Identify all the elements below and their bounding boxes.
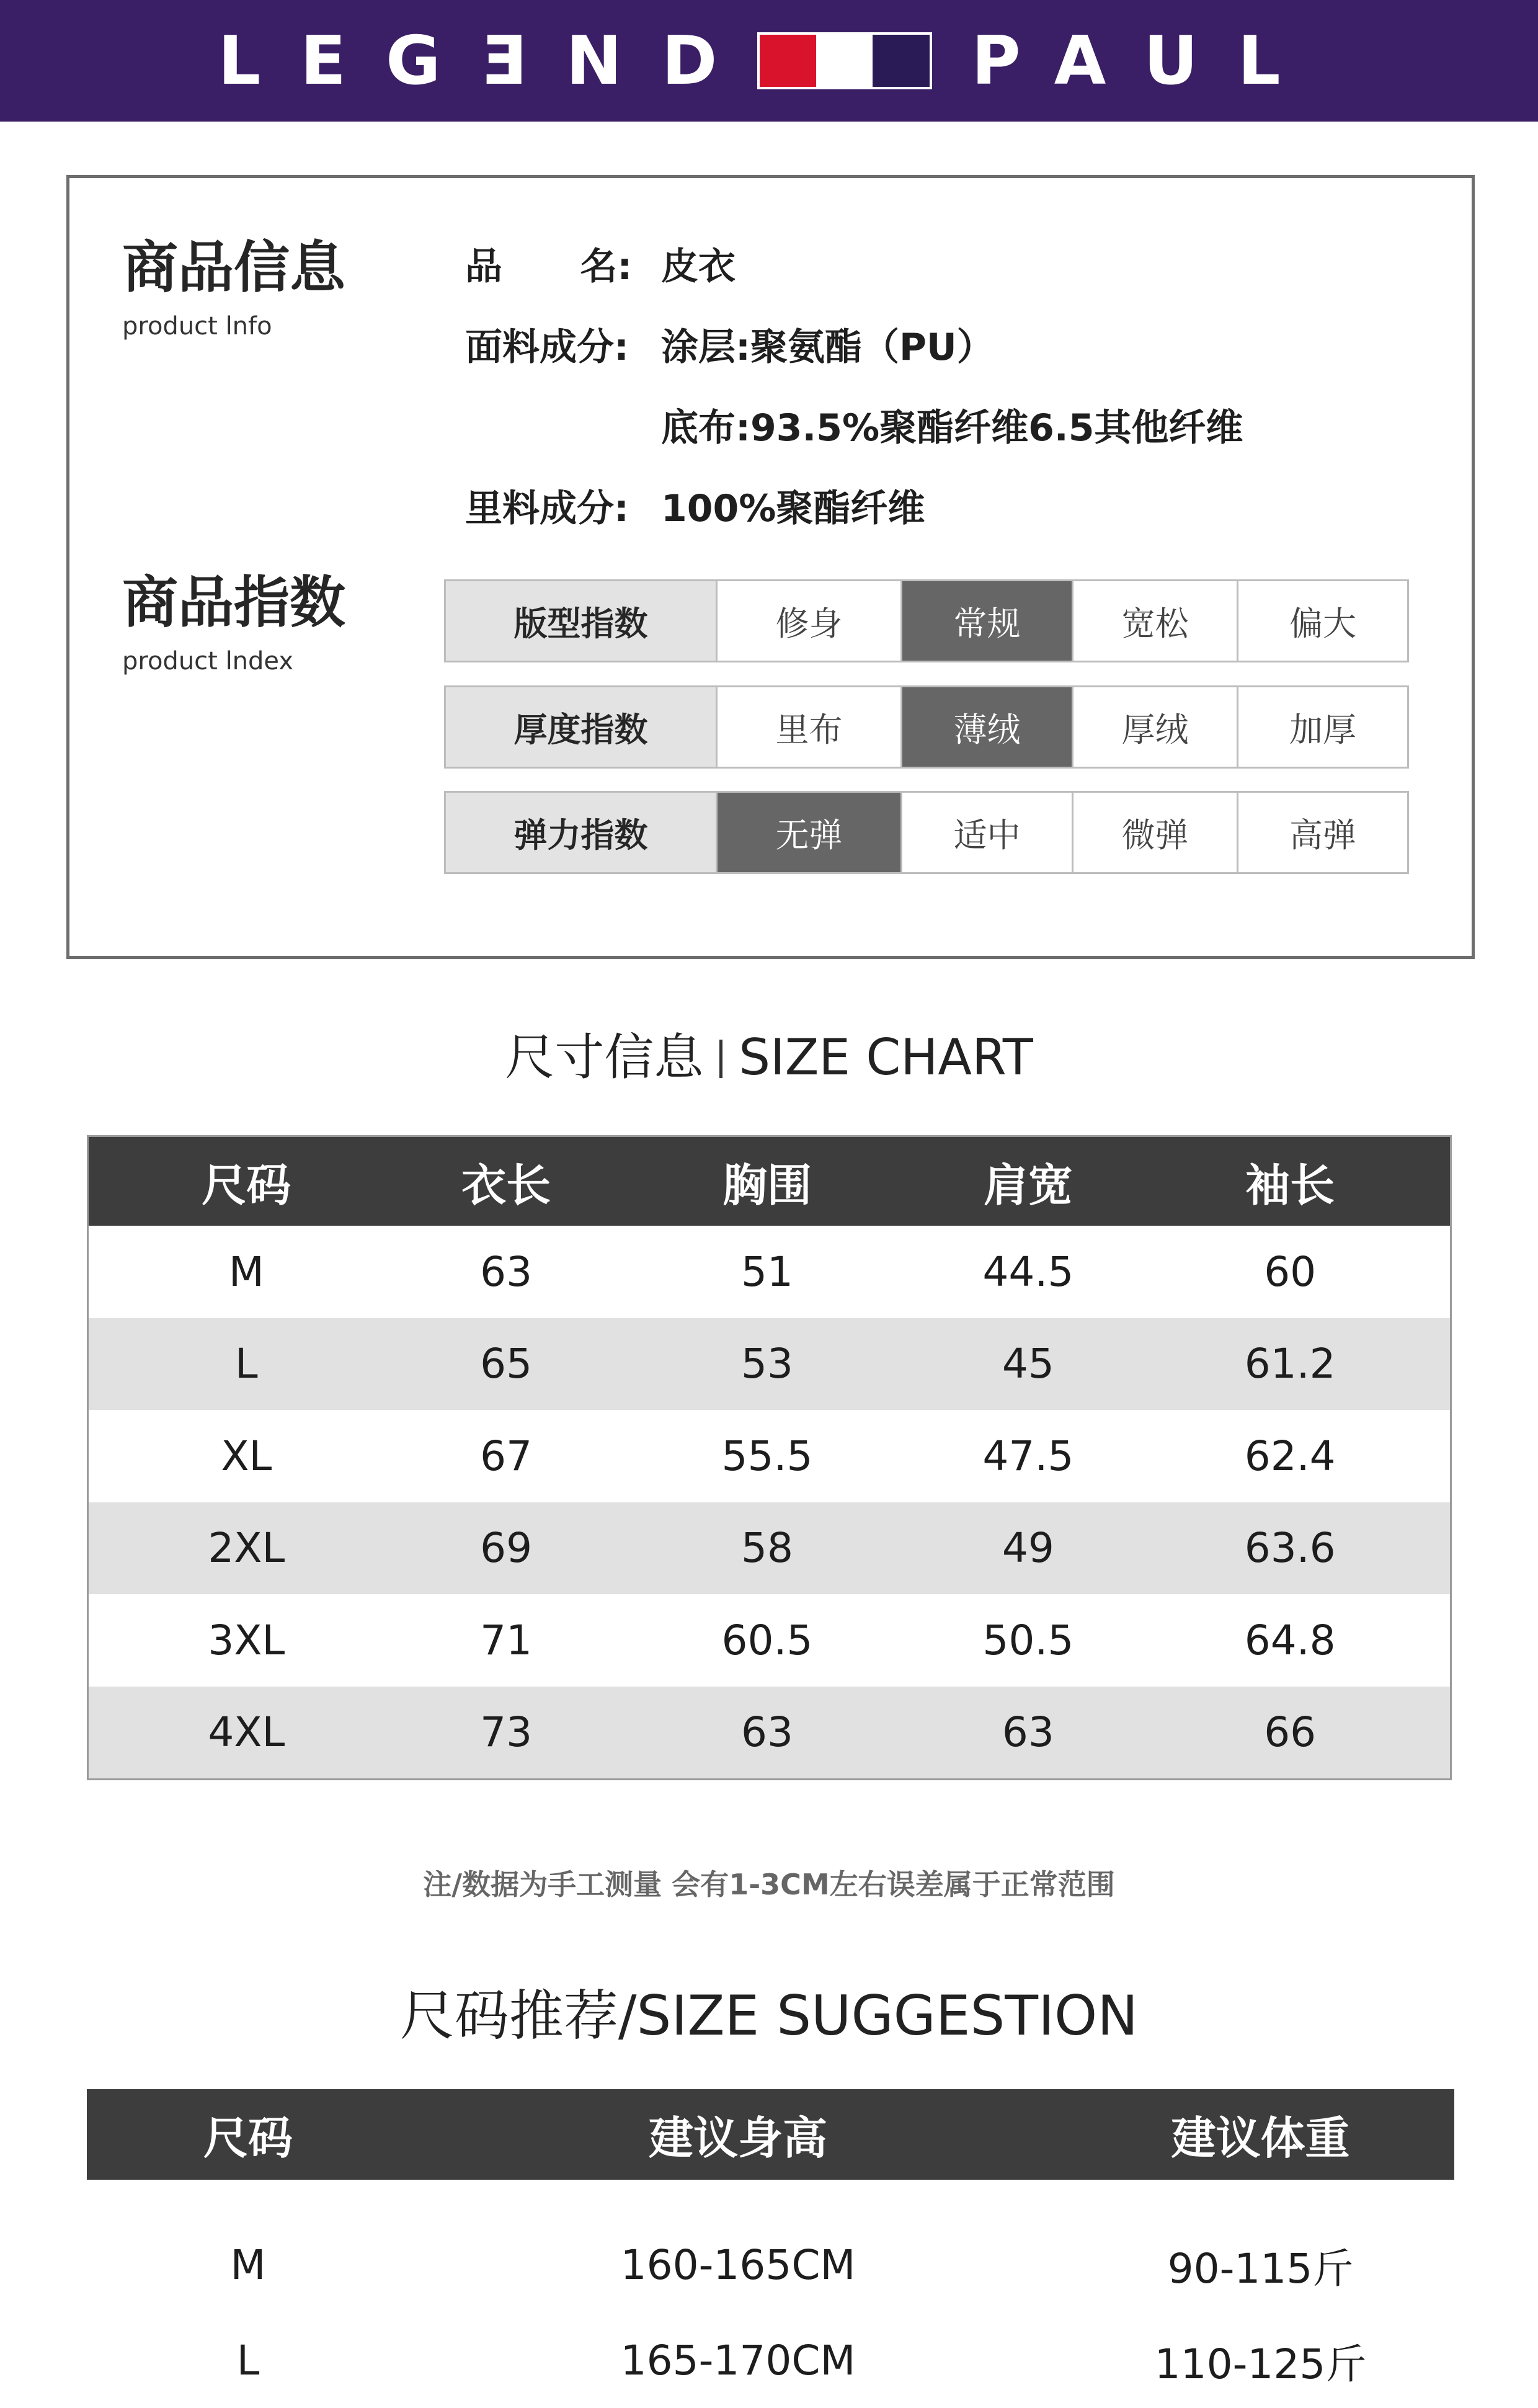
size-chart-table	[87, 1135, 1452, 1780]
info-value: 底布:93.5%聚酯纤维6.5其他纤维	[661, 406, 1243, 450]
product-info-box	[66, 175, 1475, 959]
title-divider	[719, 1040, 722, 1078]
size-suggestion-header-row	[87, 2089, 1454, 2180]
table-row	[89, 1502, 1450, 1595]
table-cell: 47.5	[982, 1432, 1074, 1480]
info-value: 100%聚酯纤维	[661, 487, 925, 530]
flag-navy-stripe	[873, 35, 929, 87]
table-cell: 64.8	[1244, 1616, 1336, 1664]
header-cell: 建议身高	[648, 2112, 827, 2164]
table-cell: M	[230, 2241, 266, 2289]
table-cell: 4XL	[208, 1708, 285, 1757]
table-cell: 44.5	[982, 1247, 1074, 1296]
table-row	[87, 2312, 1454, 2408]
index-row-thickness	[444, 685, 1409, 769]
size-suggestion-title: 尺码推荐/SIZE SUGGESTION	[399, 1984, 1139, 2048]
size-chart-title-en: SIZE CHART	[739, 1028, 1033, 1086]
product-index-subtitle: product lndex	[122, 647, 293, 676]
index-row-fit	[444, 579, 1409, 662]
size-suggestion-table	[87, 2089, 1454, 2408]
flag-white-stripe	[816, 35, 873, 87]
index-option: 高弹	[1237, 793, 1407, 872]
table-cell: 49	[1002, 1524, 1054, 1572]
index-option: 适中	[900, 793, 1072, 872]
table-row	[89, 1594, 1450, 1687]
table-cell: 62.4	[1244, 1432, 1336, 1480]
index-option: 厚绒	[1072, 687, 1237, 767]
header-cell: 尺码	[202, 1159, 291, 1211]
table-cell: 3XL	[208, 1616, 285, 1664]
index-option-selected: 无弹	[716, 793, 900, 872]
index-option: 偏大	[1237, 581, 1407, 661]
table-cell: 51	[741, 1247, 793, 1296]
table-row	[89, 1226, 1450, 1318]
table-cell: 63	[1002, 1708, 1054, 1757]
index-label: 厚度指数	[446, 687, 716, 767]
header-cell: 建议体重	[1171, 2112, 1350, 2164]
table-row	[89, 1410, 1450, 1502]
info-value: 皮衣	[661, 245, 736, 288]
table-row	[89, 1318, 1450, 1411]
index-option: 微弹	[1072, 793, 1237, 872]
table-cell: 2XL	[208, 1524, 285, 1572]
index-option: 修身	[716, 581, 900, 661]
info-label: 品 名:	[465, 245, 633, 288]
info-line-base-fabric	[465, 398, 1243, 452]
table-cell: 53	[741, 1340, 793, 1388]
table-row	[87, 2217, 1454, 2312]
header-cell: 肩宽	[983, 1159, 1073, 1211]
table-cell: 69	[480, 1524, 533, 1572]
header-cell: 衣长	[461, 1159, 551, 1211]
table-cell: 58	[741, 1524, 793, 1572]
size-chart-title	[0, 1017, 1538, 1089]
table-cell: 63	[480, 1247, 533, 1296]
table-cell: 65	[480, 1340, 533, 1388]
table-cell: 55.5	[721, 1432, 813, 1480]
product-info-subtitle: product lnfo	[122, 312, 272, 341]
table-row	[89, 1687, 1450, 1779]
info-value: 涂层:聚氨酯（PU）	[661, 326, 994, 369]
header-cell: 胸围	[722, 1159, 812, 1211]
size-chart-title-cn: 尺寸信息	[505, 1028, 704, 1086]
index-label: 弹力指数	[446, 793, 716, 872]
table-cell: M	[228, 1247, 264, 1296]
measurement-note: 注/数据为手工测量 会有1-3CM左右误差属于正常范围	[423, 1868, 1115, 1901]
brand-header	[0, 0, 1538, 122]
product-info-heading	[122, 235, 345, 341]
table-cell: 60.5	[721, 1616, 813, 1664]
flag-red-stripe	[760, 35, 816, 87]
index-option-selected: 薄绒	[900, 687, 1072, 767]
product-info-title: 商品信息	[122, 235, 345, 300]
product-index-title: 商品指数	[122, 570, 345, 635]
index-option-selected: 常规	[900, 581, 1072, 661]
size-chart-header-row	[89, 1137, 1450, 1226]
size-chart-body	[89, 1226, 1450, 1778]
product-index-heading	[122, 570, 345, 676]
table-cell: 160-165CM	[620, 2241, 856, 2289]
brand-name-right: PAUL	[971, 22, 1320, 100]
table-cell: L	[236, 2336, 260, 2384]
index-option: 里布	[716, 687, 900, 767]
table-cell: 90-115斤	[1167, 2244, 1354, 2293]
table-cell: 73	[480, 1708, 533, 1757]
info-label: 里料成分:	[465, 487, 629, 530]
table-cell: 66	[1264, 1708, 1317, 1757]
brand-flag-logo	[757, 32, 932, 89]
info-line-lining	[465, 479, 925, 532]
table-cell: 63.6	[1244, 1524, 1336, 1572]
index-option: 宽松	[1072, 581, 1237, 661]
table-cell: 63	[741, 1708, 793, 1757]
header-cell: 袖长	[1245, 1159, 1335, 1211]
index-label: 版型指数	[446, 581, 716, 661]
info-line-name	[465, 237, 736, 290]
table-cell: 165-170CM	[620, 2336, 856, 2384]
info-line-fabric	[465, 318, 994, 371]
table-cell: 67	[480, 1432, 533, 1480]
table-cell: 50.5	[982, 1616, 1074, 1664]
size-suggestion-body	[87, 2180, 1454, 2408]
index-row-elasticity	[444, 791, 1409, 874]
header-cell: 尺码	[203, 2112, 293, 2164]
table-cell: XL	[221, 1432, 272, 1480]
table-cell: 45	[1002, 1340, 1054, 1388]
table-cell: 71	[480, 1616, 533, 1664]
index-option: 加厚	[1237, 687, 1407, 767]
table-cell: 110-125斤	[1154, 2340, 1367, 2388]
table-cell: L	[234, 1340, 258, 1388]
table-cell: 60	[1264, 1247, 1317, 1296]
table-cell: 61.2	[1244, 1340, 1336, 1388]
info-label: 面料成分:	[465, 326, 629, 369]
brand-name-left: LEGƎND	[218, 22, 757, 100]
